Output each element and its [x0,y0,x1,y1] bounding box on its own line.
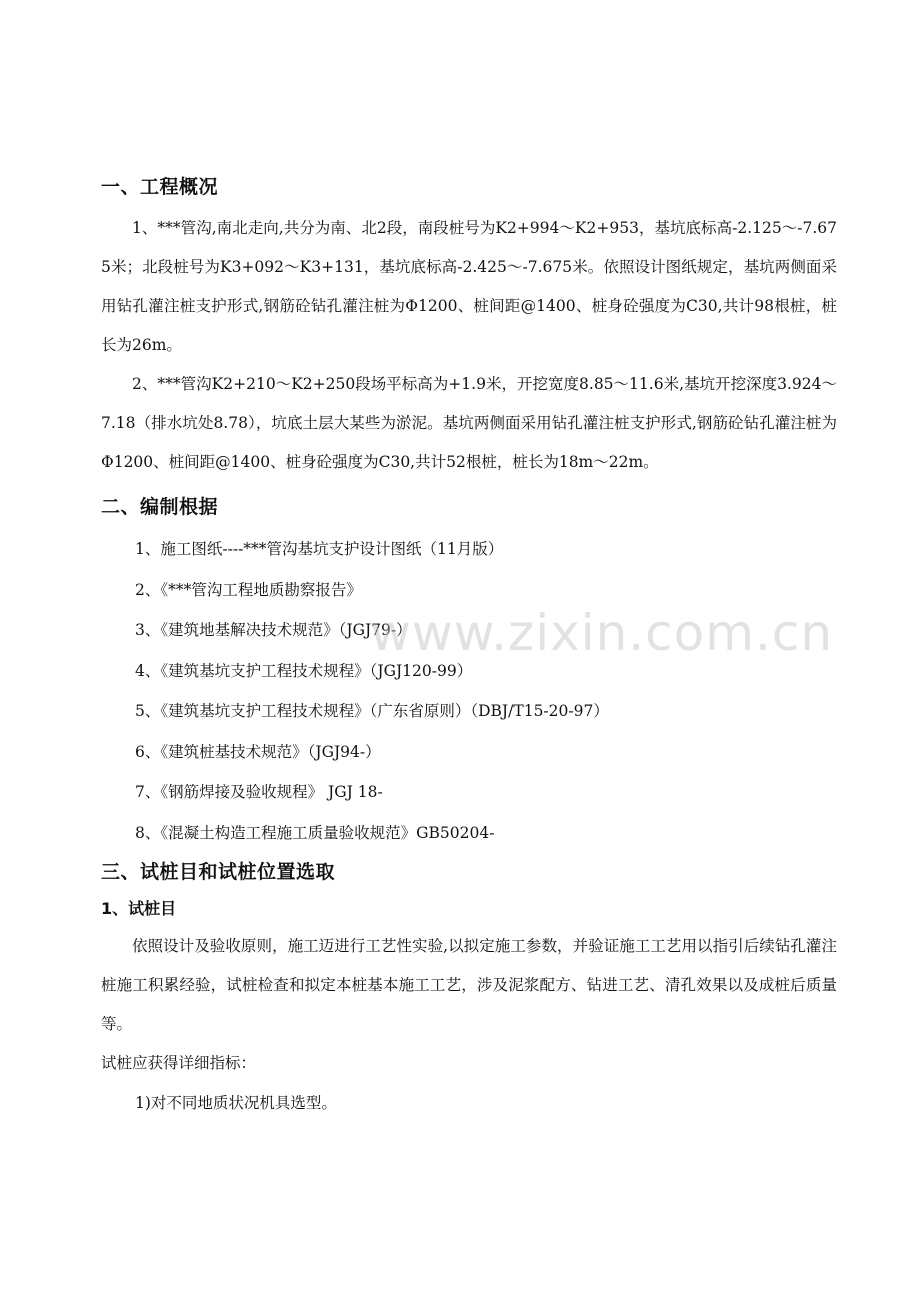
reference-item: 3、《建筑地基解决技术规范》（JGJ79-） [135,621,412,639]
paragraph-test-pile-indicators: 试桩应获得详细指标： [101,1054,257,1072]
reference-item: 4、《建筑基坑支护工程技术规程》（JGJ120-99） [135,661,473,680]
subsection-heading-test-pile-purpose: 1、试桩目 [101,899,177,918]
paragraph-project-overview-2: 2、***管沟K2+210～K2+250段场平标高为+1.9米，开挖宽度8.85～11.6米,基坑开挖深度3.924～7.18（排水坑处8.78），坑底土层大某些为淤泥。基坑两侧面采用钻孔灌注桩支护形式,钢筋砼钻孔灌注桩为Φ1200、桩间距@1400、桩身砼强度为C30,共计52根桩，桩长为18m～22m。 [101,375,837,471]
reference-item: 5、《建筑基坑支护工程技术规程》（广东省原则）（DBJ/T15-20-97） [135,702,609,720]
section-heading-test-pile: 三、试桩目和试桩位置选取 [101,861,336,883]
reference-item: 6、《建筑桩基技术规范》（JGJ94-） [135,742,381,761]
watermark-text: www.zixin.com.cn [370,604,834,662]
section-heading-project-overview: 一、工程概况 [101,176,219,198]
reference-item: 7、《钢筋焊接及验收规程》 JGJ 18- [135,783,383,801]
section-heading-compilation-basis: 二、编制根据 [101,496,219,518]
reference-item: 1、施工图纸----***管沟基坑支护设计图纸（11月版） [135,540,504,558]
paragraph-test-pile-purpose: 依照设计及验收原则，施工迈进行工艺性实验,以拟定施工参数，并验证施工工艺用以指引后续钻孔灌注桩施工积累经验，试桩检查和拟定本桩基本施工工艺，涉及泥浆配方、钻进工艺、清孔效果以及成桩后质量等。 [101,937,837,1033]
reference-item: 8、《混凝土构造工程施工质量验收规范》GB50204- [135,823,495,842]
reference-item: 2、《***管沟工程地质勘察报告》 [135,580,362,599]
indicator-item: 1)对不同地质状况机具选型。 [135,1094,337,1112]
paragraph-project-overview-1: 1、***管沟,南北走向,共分为南、北2段，南段桩号为K2+994～K2+953，基坑底标高-2.125～-7.675米；北段桩号为K3+092～K3+131，基坑底标高-2.425～-7.675米。依照设计图纸规定，基坑两侧面采用钻孔灌注桩支护形式,钢筋砼钻孔灌注桩为Φ1200、桩间距@1400、桩身砼强度为C30,共计98根桩，桩长为26m。 [101,219,837,354]
document-content [101,168,837,1124]
